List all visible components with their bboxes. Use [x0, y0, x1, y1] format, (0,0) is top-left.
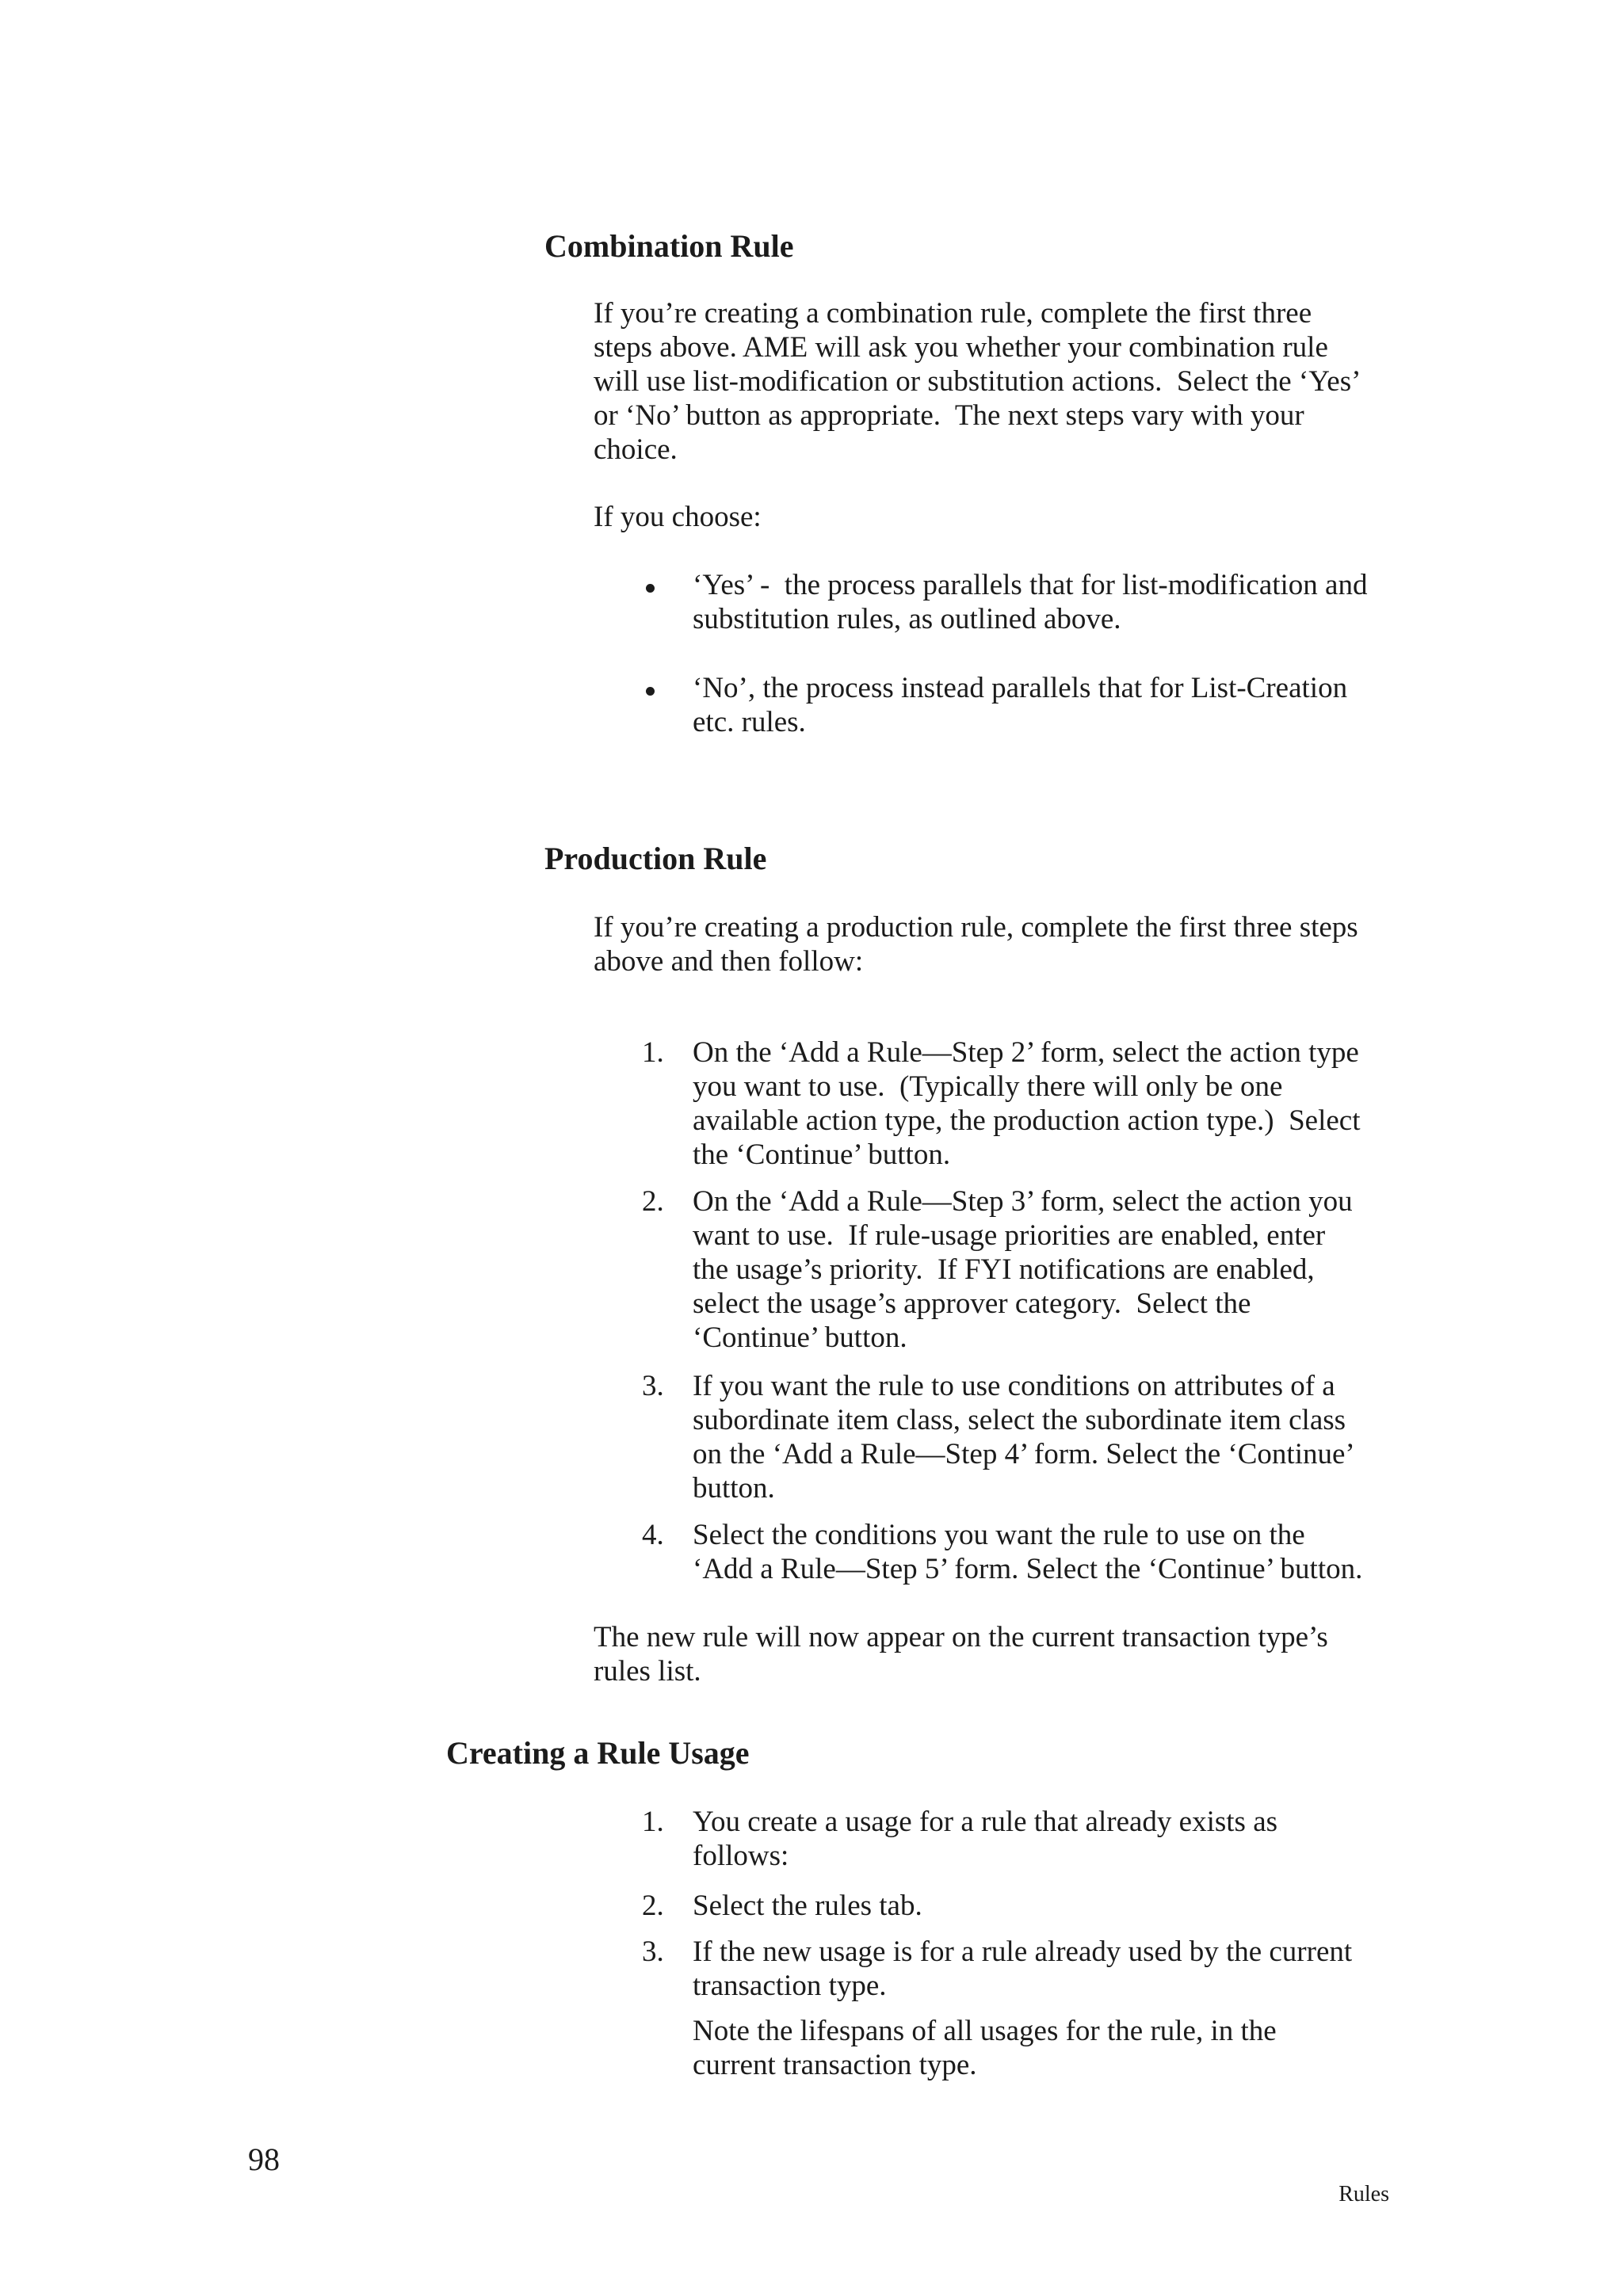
rule-usage-heading: Creating a Rule Usage [446, 1735, 750, 1771]
step-number: 1. [642, 1806, 664, 1838]
step-text: On the ‘Add a Rule—Step 3’ form, select the action you want to use. If rule-usage priorities are enabled, enter the usage’s priority. If FYI notifications are enabled, select the usage’s approver category. Select the ‘Continue’ button. [693, 1185, 1353, 1354]
step-number: 3. [642, 1370, 664, 1402]
step-text: If you want the rule to use conditions on attributes of a subordinate item class, select the subordinate item class on the ‘Add a Rule—Step 4’ form. Select the ‘Continue’ button. [693, 1370, 1355, 1505]
bullet-text: ‘Yes’ - the process parallels that for list-modification and substitution rules, as outlined above. [693, 569, 1368, 635]
production-rule-outro: The new rule will now appear on the current transaction type’s rules list. [594, 1621, 1328, 1688]
step-text: Select the rules tab. [693, 1890, 922, 1922]
step-number: 2. [642, 1890, 664, 1922]
step-text: If the new usage is for a rule already used by the current transaction type. [693, 1936, 1353, 2002]
combination-rule-intro: If you’re creating a combination rule, complete the first three steps above. AME will ask you whether your combination rule will use list-modification or substitution actions. Select the ‘Yes’ or ‘No’ button as appropriate. The next steps vary with your choice. [594, 297, 1361, 466]
step-number: 2. [642, 1185, 664, 1218]
step-number: 1. [642, 1036, 664, 1069]
choose-label: If you choose: [594, 501, 762, 533]
chapter-label: Rules [1338, 2182, 1389, 2206]
bullet-icon [646, 687, 655, 696]
step-text: Select the conditions you want the rule to use on the ‘Add a Rule—Step 5’ form. Select the ‘Continue’ button. [693, 1519, 1363, 1585]
production-rule-heading: Production Rule [544, 841, 767, 876]
combination-rule-heading: Combination Rule [544, 228, 794, 264]
bullet-icon [646, 584, 655, 593]
step-number: 3. [642, 1936, 664, 1968]
step-number: 4. [642, 1519, 664, 1551]
page-number: 98 [248, 2142, 280, 2177]
production-rule-intro: If you’re creating a production rule, complete the first three steps above and then follow: [594, 911, 1358, 978]
step-text: On the ‘Add a Rule—Step 2’ form, select the action type you want to use. (Typically there will only be one available action type, the production action type.) Select the ‘Continue’ button. [693, 1036, 1361, 1171]
bullet-text: ‘No’, the process instead parallels that for List-Creation etc. rules. [693, 672, 1348, 738]
step-text: You create a usage for a rule that already exists as follows: [693, 1806, 1278, 1872]
rule-usage-note: Note the lifespans of all usages for the rule, in the current transaction type. [693, 2015, 1277, 2081]
